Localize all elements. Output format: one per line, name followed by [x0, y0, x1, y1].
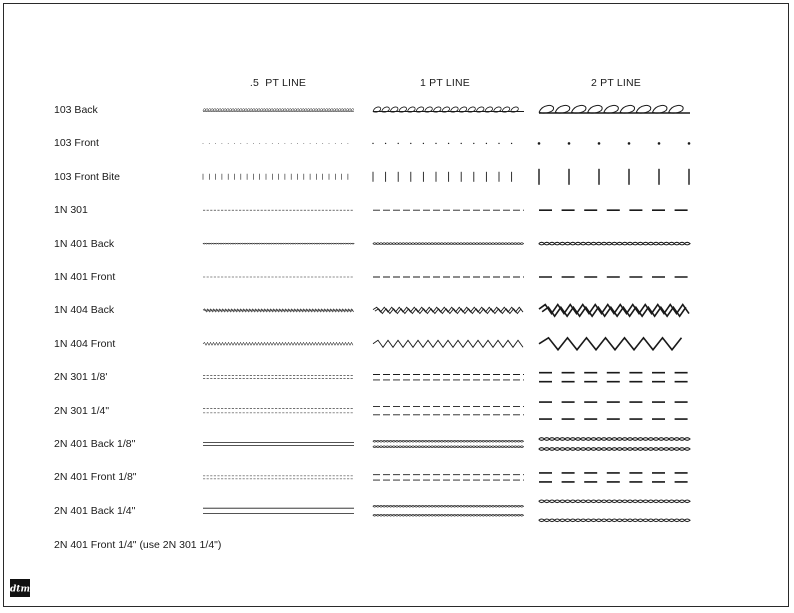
stitch-swatch: [203, 309, 354, 312]
stitch-swatch: [539, 338, 682, 350]
stitch-swatch: [373, 375, 524, 380]
svg-text:dtm: dtm: [10, 584, 30, 595]
row-label: 103 Front: [54, 137, 99, 150]
stitch-swatch: [203, 476, 354, 479]
stitch-swatch: [539, 373, 690, 382]
row-label: 1N 401 Front: [54, 271, 116, 283]
row-label: 2N 301 1/8': [54, 371, 108, 384]
row-label: 1N 301: [54, 204, 88, 217]
stitch-swatch: [203, 174, 348, 180]
stitch-swatch: [203, 508, 354, 513]
stitch-swatch: [373, 340, 523, 347]
row-label: 2N 401 Back 1/8": [54, 438, 136, 450]
stitch-swatch: [203, 442, 354, 445]
stitch-swatch: [373, 307, 523, 313]
stitch-swatch: [539, 305, 689, 317]
stitch-swatch: [203, 143, 349, 144]
stitch-swatch: [539, 402, 690, 419]
row-label: 103 Front Bite: [54, 170, 120, 183]
stitch-swatch: [373, 406, 524, 414]
stitch-swatch: [203, 243, 354, 244]
footnote: 2N 401 Front 1/4" (use 2N 301 1/4"): [54, 539, 222, 551]
stitch-swatch: [373, 243, 524, 245]
column-header-half-pt: .5 PT LINE: [249, 77, 307, 89]
row-label: 1N 404 Back: [54, 304, 115, 317]
row-label: 2N 401 Back 1/4": [54, 504, 136, 517]
stitch-swatch: [539, 169, 689, 185]
stitch-swatch: [373, 172, 512, 182]
stitch-swatch: [372, 143, 512, 144]
stitch-swatch: [373, 107, 524, 112]
stitch-swatch: [539, 105, 690, 113]
row-label: 2N 401 Front 1/8": [54, 471, 137, 484]
stitch-swatch: [203, 408, 354, 413]
stitch-swatch: [373, 441, 524, 448]
dtm-logo: [10, 579, 30, 597]
stitch-swatch: [203, 108, 354, 111]
stitch-swatch: [539, 242, 690, 245]
row-label: 1N 404 Front: [54, 337, 116, 350]
stitch-swatch: [538, 142, 691, 145]
stitch-swatch: [373, 475, 524, 480]
stitch-swatch: [373, 506, 524, 517]
row-label: 1N 401 Back: [54, 237, 115, 250]
column-header-2-pt: 2 PT LINE: [590, 77, 642, 89]
row-label: 103 Back: [54, 104, 98, 116]
stitch-swatch: [539, 500, 690, 522]
row-label: 2N 301 1/4": [54, 404, 110, 417]
stitch-swatch: [539, 438, 690, 451]
stitch-swatch: [539, 473, 690, 482]
stitch-swatch: [203, 376, 354, 379]
column-header-1-pt: 1 PT LINE: [419, 77, 471, 89]
stitch-swatch: [203, 342, 353, 345]
